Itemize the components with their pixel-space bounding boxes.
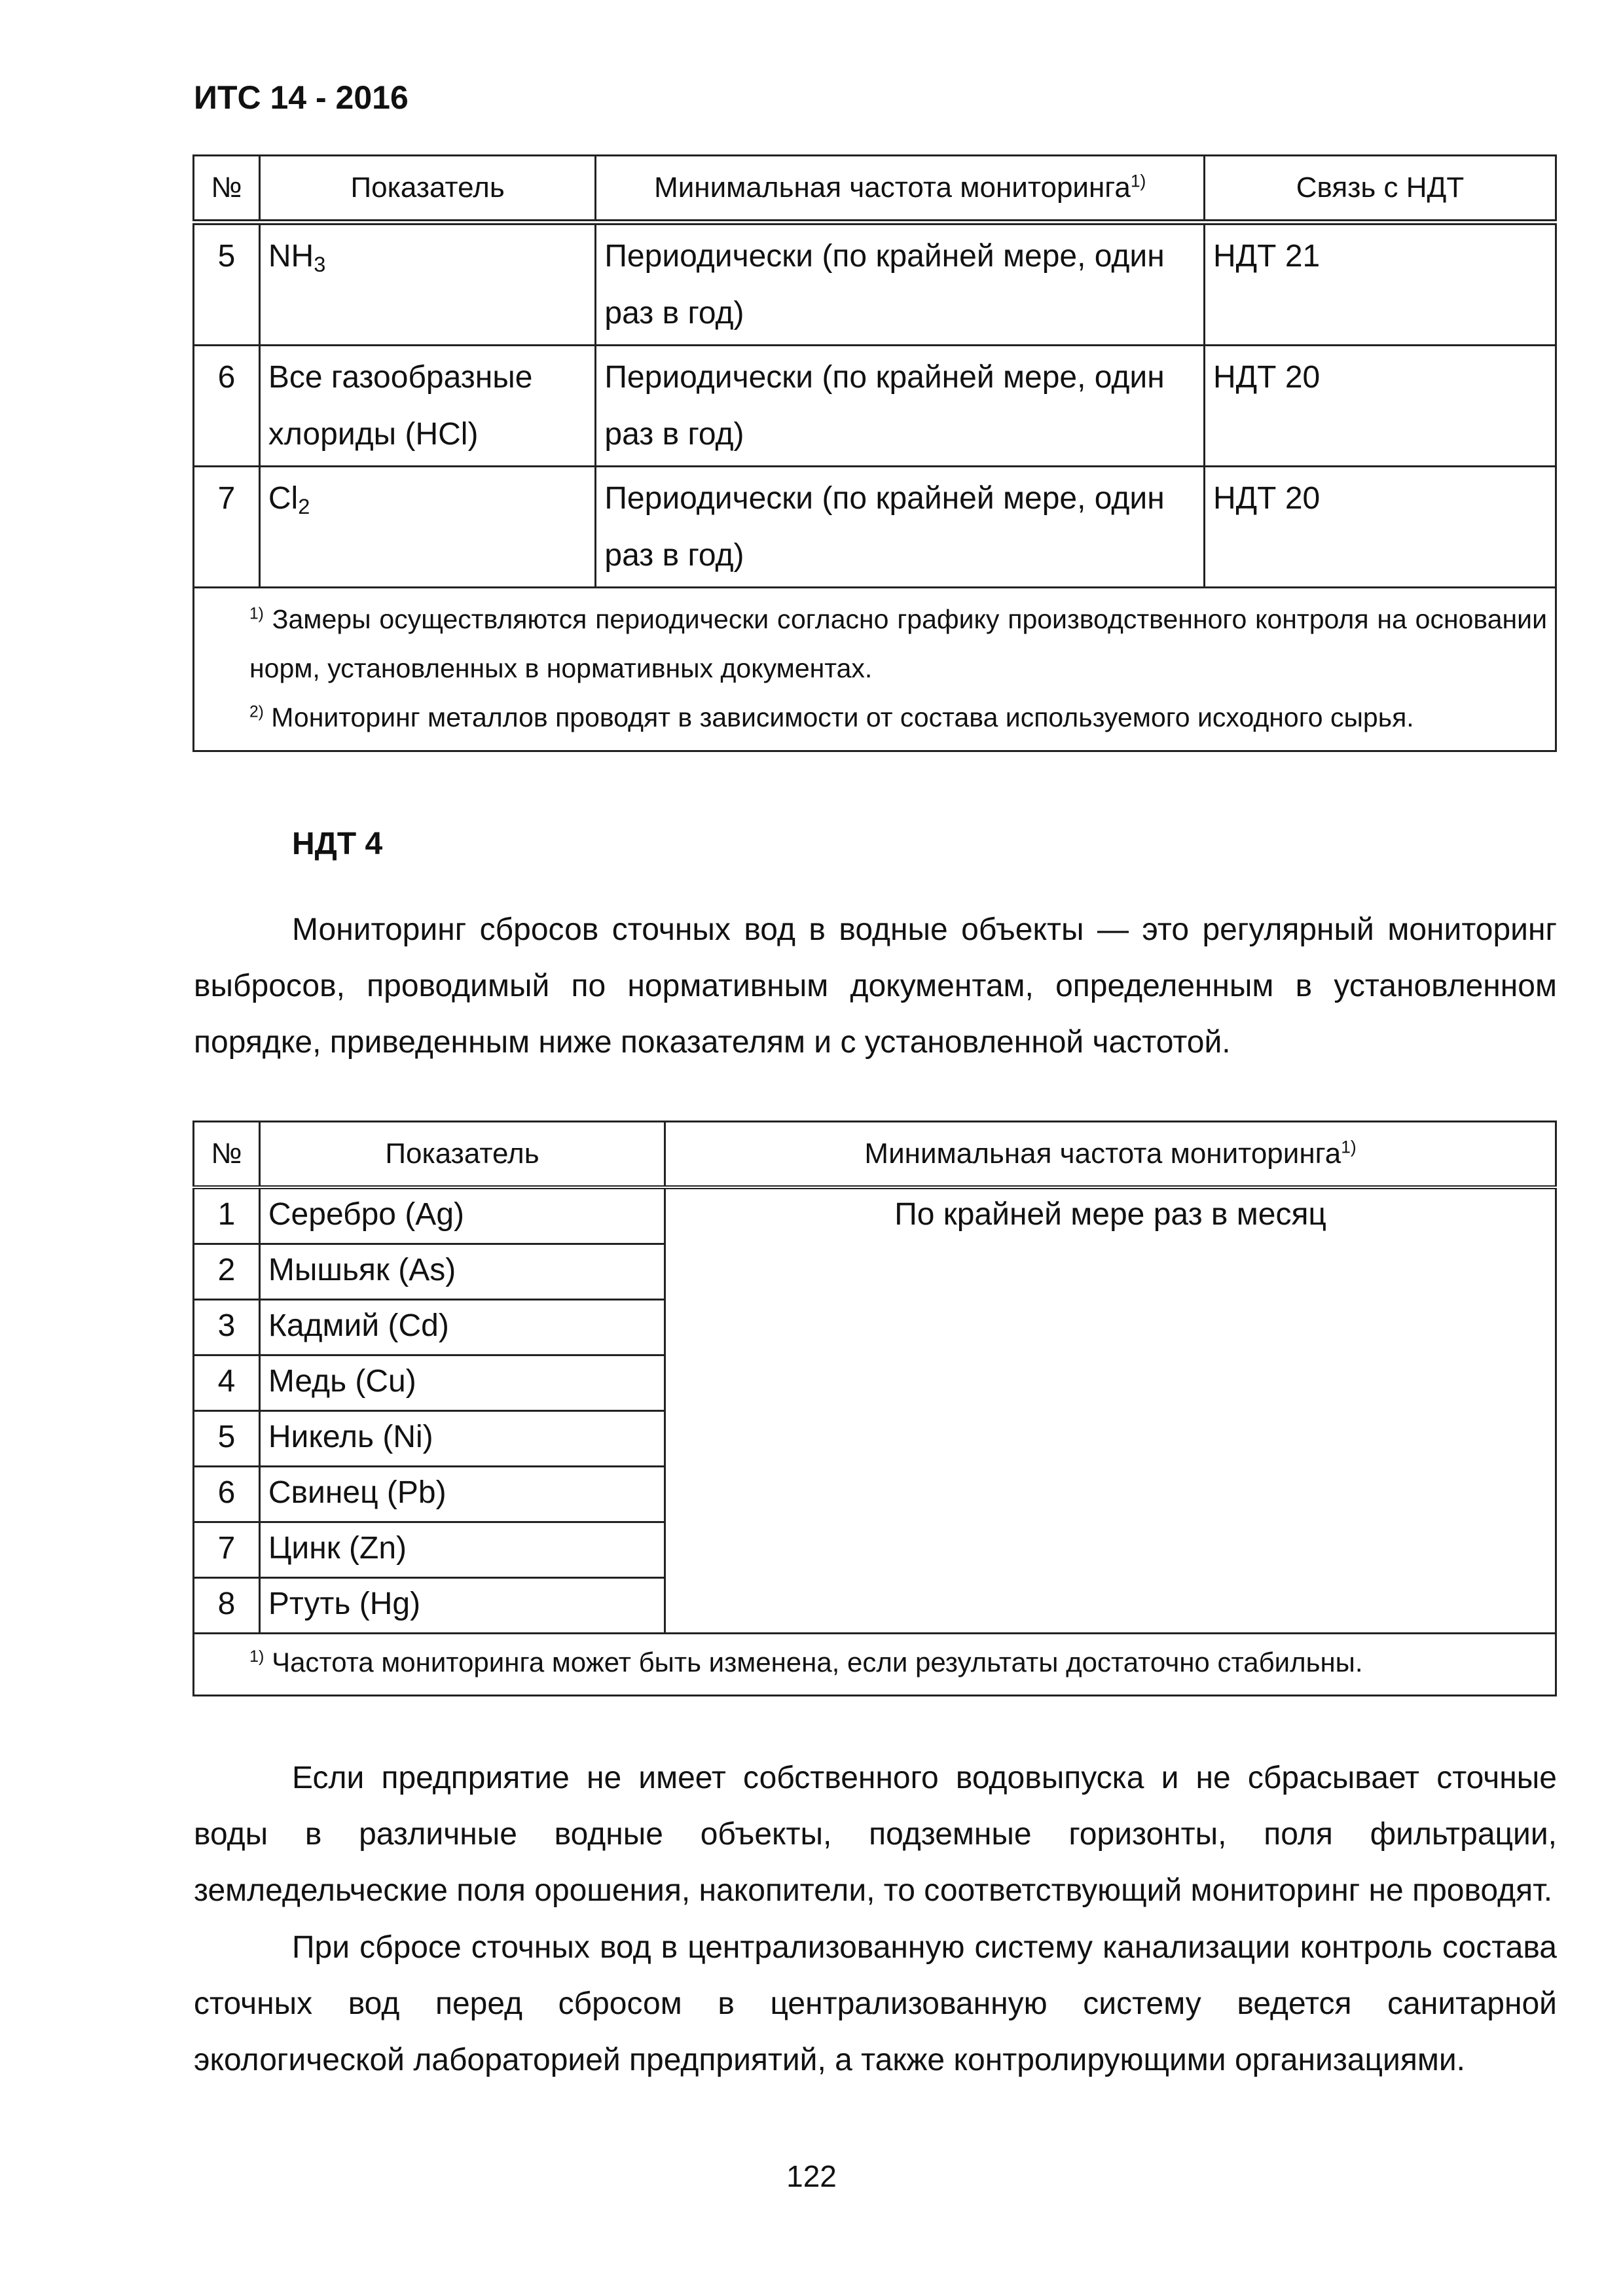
column-header-frequency (665, 1122, 1556, 1188)
row-num: 2 (194, 1244, 260, 1300)
section-title: НДТ 4 (292, 827, 383, 861)
indicator-formula: NH (268, 239, 314, 274)
column-header-indicator: Показатель (259, 1122, 665, 1188)
table-footnote (194, 1634, 1556, 1696)
row-frequency: Периодически (по крайней мере, один раз в год) (596, 346, 1205, 467)
row-link: НДТ 20 (1204, 467, 1556, 588)
row-frequency: Периодически (по крайней мере, один раз в год) (596, 223, 1205, 346)
row-num: 1 (194, 1187, 260, 1244)
footnote-marker: 2) (249, 703, 264, 721)
row-indicator (259, 467, 596, 588)
table-row (194, 223, 1556, 346)
footnote-text: Замеры осуществляются периодически согласно графику производственного контроля на основании норм, установленных в нормативных документах. (249, 604, 1547, 683)
row-indicator: Все газообразные хлориды (HCl) (259, 346, 596, 467)
row-indicator: Ртуть (Hg) (259, 1578, 665, 1634)
section-intro-paragraph: Мониторинг сбросов сточных вод в водные объекты — это регулярный мониторинг выбросов, проводимый по нормативным документам, определенным в установленном порядке, приведенным ниже показателям и с установленной частотой. (194, 912, 1557, 1060)
column-header-link: Связь с НДТ (1204, 156, 1556, 223)
column-header-num: № (194, 1122, 260, 1188)
body-paragraph: Если предприятие не имеет собственного водовыпуска и не сбрасывает сточные воды в различные водные объекты, подземные горизонты, поля фильтрации, земледельческие поля орошения, накопители, то соответствующий мониторинг не проводят. (194, 1761, 1557, 1908)
column-header-frequency (596, 156, 1205, 223)
indicator-formula: Cl (268, 481, 299, 516)
column-header-frequency-text: Минимальная частота мониторинга (864, 1138, 1341, 1170)
row-indicator: Свинец (Pb) (259, 1467, 665, 1522)
footnote-marker: 1) (1341, 1137, 1357, 1157)
table-footnotes (194, 588, 1556, 751)
row-indicator: Кадмий (Cd) (259, 1300, 665, 1355)
row-num: 6 (194, 1467, 260, 1522)
row-indicator: Серебро (Ag) (259, 1187, 665, 1244)
footnote-marker: 1) (249, 1647, 264, 1666)
document-code: ИТС 14 - 2016 (194, 79, 409, 116)
row-num: 6 (194, 346, 260, 467)
row-num: 4 (194, 1355, 260, 1411)
row-indicator: Никель (Ni) (259, 1411, 665, 1467)
monitoring-table-discharges (192, 1121, 1557, 1696)
row-num: 3 (194, 1300, 260, 1355)
row-indicator: Цинк (Zn) (259, 1522, 665, 1578)
row-indicator: Медь (Cu) (259, 1355, 665, 1411)
monitoring-table-emissions (192, 154, 1557, 752)
table-footnotes-row (194, 588, 1556, 751)
footnote-text: Мониторинг металлов проводят в зависимости от состава используемого исходного сырья. (271, 702, 1414, 732)
formula-subscript: 2 (298, 494, 310, 519)
page-number: 122 (786, 2159, 837, 2193)
frequency-value: По крайней мере раз в месяц (665, 1187, 1556, 1634)
formula-subscript: 3 (314, 252, 326, 277)
table-header-row (194, 1122, 1556, 1188)
table-row (194, 1187, 1556, 1244)
table-row (194, 346, 1556, 467)
row-frequency: Периодически (по крайней мере, один раз в год) (596, 467, 1205, 588)
column-header-frequency-text: Минимальная частота мониторинга (654, 171, 1131, 204)
column-header-num: № (194, 156, 260, 223)
footnote-text: Частота мониторинга может быть изменена, если результаты достаточно стабильны. (272, 1647, 1363, 1677)
table-header-row (194, 156, 1556, 223)
body-paragraph: При сбросе сточных вод в централизованную систему канализации контроль состава сточных вод перед сбросом в централизованную систему ведется санитарной экологической лабораторией предприятий, а также контролирующими организациями. (194, 1930, 1557, 2077)
table-footnotes-row (194, 1634, 1556, 1696)
footnote-2 (202, 693, 1547, 742)
row-num: 8 (194, 1578, 260, 1634)
footnote-marker: 1) (249, 605, 264, 623)
footnote-1 (202, 595, 1547, 693)
row-num: 7 (194, 467, 260, 588)
row-num: 5 (194, 223, 260, 346)
row-link: НДТ 20 (1204, 346, 1556, 467)
footnote-marker: 1) (1130, 171, 1146, 191)
table-row (194, 467, 1556, 588)
column-header-indicator: Показатель (259, 156, 596, 223)
row-indicator (259, 223, 596, 346)
row-indicator: Мышьяк (As) (259, 1244, 665, 1300)
row-link: НДТ 21 (1204, 223, 1556, 346)
row-num: 5 (194, 1411, 260, 1467)
row-num: 7 (194, 1522, 260, 1578)
